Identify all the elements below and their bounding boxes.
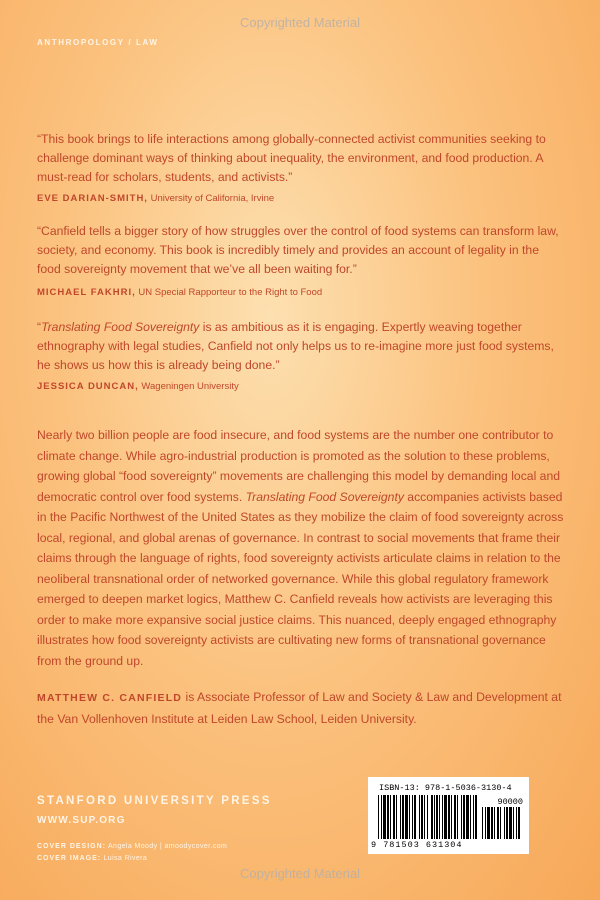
- quote-1-name: EVE DARIAN-SMITH,: [37, 193, 148, 204]
- quote-3-affiliation: Wageningen University: [141, 381, 239, 392]
- quote-3-book-title: Translating Food Sovereignty: [41, 320, 200, 334]
- book-description: [37, 425, 567, 671]
- description-book-title: Translating Food Sovereignty: [245, 489, 404, 504]
- cover-image-label: COVER IMAGE:: [37, 855, 102, 862]
- quote-1: “This book brings to life interactions among globally-connected activist communities seeking to challenge dominant ways of thinking about inequality, the environment, and food production. A must-read for scholars, students, and activists.”: [37, 132, 546, 184]
- quote-2-name: MICHAEL FAKHRI,: [37, 287, 136, 298]
- author-name: MATTHEW C. CANFIELD: [37, 692, 183, 704]
- quote-2: “Canfield tells a bigger story of how struggles over the control of food systems can transform law, society, and economy. This book is incredibly timely and provides an account of legality in the food sovereignty movement that we’ve all been waiting for.”: [37, 224, 559, 276]
- publisher-website: WWW.SUP.ORG: [37, 815, 126, 826]
- quote-2-attribution: [37, 287, 322, 298]
- barcode-digits: 9 781503 631304: [371, 840, 463, 850]
- price-barcode-bars-icon: [482, 807, 524, 839]
- barcode-price-code: 90000: [497, 797, 523, 807]
- cover-design-value: Angela Moody | amoodycover.com: [107, 843, 228, 850]
- cover-image-credit: [37, 855, 147, 862]
- quote-2-affiliation: UN Special Rapporteur to the Right to Food: [138, 287, 323, 298]
- isbn-number: ISBN-13: 978-1-5036-3130-4: [379, 783, 512, 793]
- copyright-watermark-bottom: Copyrighted Material: [240, 866, 360, 881]
- cover-design-label: COVER DESIGN:: [37, 843, 107, 850]
- quote-3-attribution: [37, 381, 239, 392]
- quote-1-affiliation: University of California, Irvine: [150, 193, 275, 204]
- quote-3-name: JESSICA DUNCAN,: [37, 381, 139, 392]
- description-part-2: accompanies activists based in the Pacific Northwest of the United States as they mobilize the claim of food sovereignty across local, regional, and global arenas of governance. In contrast to social movements that frame their claims through the language of rights, food sovereignty activists articulate claims in relation to the neoliberal transnational order of networked governance. While this global regulatory framework emerged to deepen market logics, Matthew C. Canfield reveals how activists are leveraging this order to make more expansive social justice claims. This nuanced, deeply engaged ethnography illustrates how food sovereignty activists are cultivating new forms of transnational governance from the ground up.: [37, 489, 564, 668]
- copyright-watermark-top: Copyrighted Material: [240, 15, 360, 30]
- cover-design-credit: [37, 843, 227, 850]
- author-bio: [37, 687, 567, 729]
- isbn-barcode: [368, 777, 529, 854]
- barcode-bars-icon: [378, 795, 478, 839]
- author-bio-text: is Associate Professor of Law and Society & Law and Development at the Van Vollenhoven Institute at Leiden Law School, Leiden University.: [37, 690, 562, 726]
- quote-3-text: is as ambitious as it is engaging. Expertly weaving together ethnography with legal studies, Canfield not only helps us to re-imagine more just food systems, he shows us how this is already being done.”: [37, 320, 554, 372]
- quote-1-attribution: [37, 193, 274, 204]
- publisher-name: STANFORD UNIVERSITY PRESS: [37, 795, 272, 807]
- quote-3: “Translating Food Sovereignty is as ambitious as it is engaging. Expertly weaving together ethnography with legal studies, Canfield not only helps us to re-imagine more just food systems, he shows us how this is already being done.”: [37, 320, 554, 372]
- category-label: ANTHROPOLOGY / LAW: [37, 38, 159, 47]
- cover-image-value: Luisa Rivera: [103, 855, 148, 862]
- description-part-1: Nearly two billion people are food insecure, and food systems are the number one contributor to climate change. While agro-industrial production is promoted as the solution to these problems, growing global “food sovereignty” movements are challenging this model by demanding local and democratic control over food systems.: [37, 428, 561, 504]
